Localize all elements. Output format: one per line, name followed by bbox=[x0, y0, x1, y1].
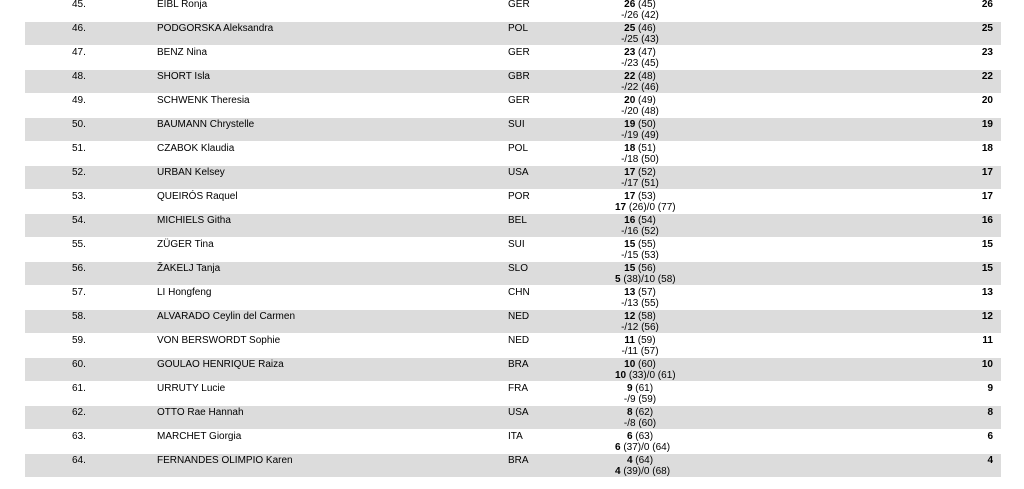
nation-code: USA bbox=[508, 167, 529, 178]
total-points: 26 bbox=[981, 0, 993, 10]
nation-code: GER bbox=[508, 0, 530, 10]
nation-code: FRA bbox=[508, 383, 528, 394]
event-points: 9 (61) bbox=[626, 383, 654, 394]
event-points: 20 (49) bbox=[624, 95, 656, 106]
event-points: 17 (53) bbox=[624, 191, 656, 202]
event-points: 19 (50) bbox=[624, 119, 656, 130]
points-breakdown bbox=[615, 71, 665, 93]
rank-cell: 63. bbox=[72, 431, 86, 442]
table-row bbox=[25, 358, 1001, 382]
points-breakdown bbox=[615, 215, 665, 237]
athlete-name: MARCHET Giorgia bbox=[157, 431, 242, 442]
event-points: 13 (57) bbox=[624, 287, 656, 298]
sub-points: -/25 (43) bbox=[621, 34, 659, 45]
rank-cell: 55. bbox=[72, 239, 86, 250]
sub-points: -/12 (56) bbox=[621, 322, 659, 333]
event-points: 25 (46) bbox=[624, 23, 656, 34]
rank-cell: 64. bbox=[72, 455, 86, 466]
points-breakdown bbox=[615, 359, 676, 381]
table-row bbox=[25, 238, 1001, 262]
points-breakdown bbox=[615, 167, 665, 189]
sub-points: -/13 (55) bbox=[621, 298, 659, 309]
sub-points: 6 (37)/0 (64) bbox=[615, 442, 671, 453]
sub-points: 17 (26)/0 (77) bbox=[615, 202, 676, 213]
table-row bbox=[25, 262, 1001, 286]
rank-cell: 62. bbox=[72, 407, 86, 418]
table-row bbox=[25, 142, 1001, 166]
event-points: 23 (47) bbox=[624, 47, 656, 58]
table-row bbox=[25, 454, 1001, 478]
athlete-name: SHORT Isla bbox=[157, 71, 210, 82]
nation-code: NED bbox=[508, 311, 530, 322]
rank-cell: 61. bbox=[72, 383, 86, 394]
total-points: 13 bbox=[981, 287, 993, 298]
sub-points: -/17 (51) bbox=[621, 178, 659, 189]
points-breakdown bbox=[615, 287, 665, 309]
athlete-name: CZABOK Klaudia bbox=[157, 143, 235, 154]
athlete-name: VON BERSWORDT Sophie bbox=[157, 335, 281, 346]
total-points: 22 bbox=[981, 71, 993, 82]
sub-points: 5 (38)/10 (58) bbox=[615, 274, 676, 285]
sub-points: -/11 (57) bbox=[621, 346, 659, 357]
athlete-name: SCHWENK Theresia bbox=[157, 95, 250, 106]
sub-points: -/16 (52) bbox=[621, 226, 659, 237]
table-row bbox=[25, 70, 1001, 94]
event-points: 15 (56) bbox=[624, 263, 656, 274]
total-points: 23 bbox=[981, 47, 993, 58]
athlete-name: GOULAO HENRIQUE Raiza bbox=[157, 359, 284, 370]
sub-points: 4 (39)/0 (68) bbox=[615, 466, 671, 477]
points-breakdown bbox=[615, 239, 665, 261]
table-row bbox=[25, 46, 1001, 70]
nation-code: USA bbox=[508, 407, 529, 418]
athlete-name: MICHIELS Githa bbox=[157, 215, 231, 226]
table-row bbox=[25, 166, 1001, 190]
athlete-name: URRUTY Lucie bbox=[157, 383, 226, 394]
points-breakdown bbox=[615, 407, 665, 429]
sub-points: -/9 (59) bbox=[623, 394, 657, 405]
total-points: 16 bbox=[981, 215, 993, 226]
points-breakdown bbox=[615, 263, 676, 285]
total-points: 20 bbox=[981, 95, 993, 106]
table-row bbox=[25, 214, 1001, 238]
event-points: 17 (52) bbox=[624, 167, 656, 178]
rank-cell: 50. bbox=[72, 119, 86, 130]
sub-points: -/18 (50) bbox=[621, 154, 659, 165]
athlete-name: ALVARADO Ceylin del Carmen bbox=[157, 311, 296, 322]
nation-code: SUI bbox=[508, 239, 525, 250]
nation-code: POL bbox=[508, 23, 529, 34]
table-row bbox=[25, 382, 1001, 406]
points-breakdown bbox=[615, 335, 665, 357]
total-points: 25 bbox=[981, 23, 993, 34]
event-points: 12 (58) bbox=[624, 311, 656, 322]
table-row bbox=[25, 334, 1001, 358]
rank-cell: 51. bbox=[72, 143, 86, 154]
points-breakdown bbox=[615, 95, 665, 117]
event-points: 22 (48) bbox=[624, 71, 656, 82]
rank-cell: 56. bbox=[72, 263, 86, 274]
points-breakdown bbox=[615, 0, 665, 21]
nation-code: SLO bbox=[508, 263, 529, 274]
rank-cell: 59. bbox=[72, 335, 86, 346]
total-points: 15 bbox=[981, 263, 993, 274]
total-points: 8 bbox=[987, 407, 993, 418]
rank-cell: 52. bbox=[72, 167, 86, 178]
table-row bbox=[25, 310, 1001, 334]
sub-points: -/26 (42) bbox=[621, 10, 659, 21]
table-row bbox=[25, 22, 1001, 46]
athlete-name: OTTO Rae Hannah bbox=[157, 407, 244, 418]
nation-code: CHN bbox=[508, 287, 530, 298]
event-points: 10 (60) bbox=[624, 359, 656, 370]
table-row bbox=[25, 406, 1001, 430]
total-points: 6 bbox=[987, 431, 993, 442]
event-points: 8 (62) bbox=[626, 407, 654, 418]
points-breakdown bbox=[615, 119, 665, 141]
total-points: 12 bbox=[981, 311, 993, 322]
rank-cell: 49. bbox=[72, 95, 86, 106]
points-breakdown bbox=[615, 431, 671, 453]
rank-cell: 54. bbox=[72, 215, 86, 226]
nation-code: BRA bbox=[508, 455, 529, 466]
total-points: 9 bbox=[987, 383, 993, 394]
nation-code: SUI bbox=[508, 119, 525, 130]
rank-cell: 60. bbox=[72, 359, 86, 370]
sub-points: -/19 (49) bbox=[621, 130, 659, 141]
athlete-name: ZÜGER Tina bbox=[157, 239, 214, 250]
athlete-name: FERNANDES OLIMPIO Karen bbox=[157, 455, 293, 466]
event-points: 26 (45) bbox=[624, 0, 656, 10]
nation-code: POL bbox=[508, 143, 529, 154]
points-breakdown bbox=[615, 191, 676, 213]
nation-code: ITA bbox=[508, 431, 523, 442]
nation-code: BRA bbox=[508, 359, 529, 370]
total-points: 17 bbox=[981, 167, 993, 178]
total-points: 18 bbox=[981, 143, 993, 154]
sub-points: -/23 (45) bbox=[621, 58, 659, 69]
nation-code: POR bbox=[508, 191, 530, 202]
event-points: 6 (63) bbox=[626, 431, 654, 442]
athlete-name: EIBL Ronja bbox=[157, 0, 208, 10]
points-breakdown bbox=[615, 383, 665, 405]
athlete-name: URBAN Kelsey bbox=[157, 167, 225, 178]
table-row bbox=[25, 430, 1001, 454]
points-breakdown bbox=[615, 311, 665, 333]
total-points: 10 bbox=[981, 359, 993, 370]
table-row bbox=[25, 286, 1001, 310]
sub-points: -/22 (46) bbox=[621, 82, 659, 93]
rank-cell: 58. bbox=[72, 311, 86, 322]
rank-cell: 57. bbox=[72, 287, 86, 298]
athlete-name: LI Hongfeng bbox=[157, 287, 212, 298]
table-row bbox=[25, 94, 1001, 118]
total-points: 17 bbox=[981, 191, 993, 202]
nation-code: BEL bbox=[508, 215, 527, 226]
athlete-name: ŽAKELJ Tanja bbox=[157, 263, 221, 274]
total-points: 15 bbox=[981, 239, 993, 250]
points-breakdown bbox=[615, 47, 665, 69]
rank-cell: 53. bbox=[72, 191, 86, 202]
table-row bbox=[25, 190, 1001, 214]
nation-code: NED bbox=[508, 335, 530, 346]
event-points: 16 (54) bbox=[624, 215, 656, 226]
event-points: 15 (55) bbox=[624, 239, 656, 250]
sub-points: -/8 (60) bbox=[623, 418, 657, 429]
event-points: 18 (51) bbox=[624, 143, 656, 154]
nation-code: GER bbox=[508, 47, 530, 58]
sub-points: -/15 (53) bbox=[621, 250, 659, 261]
points-breakdown bbox=[615, 455, 671, 477]
sub-points: -/20 (48) bbox=[621, 106, 659, 117]
total-points: 11 bbox=[982, 335, 993, 346]
table-row bbox=[25, 118, 1001, 142]
sub-points: 10 (33)/0 (61) bbox=[615, 370, 676, 381]
nation-code: GER bbox=[508, 95, 530, 106]
rank-cell: 48. bbox=[72, 71, 86, 82]
points-breakdown bbox=[615, 143, 665, 165]
event-points: 11 (59) bbox=[624, 335, 656, 346]
nation-code: GBR bbox=[508, 71, 530, 82]
rank-cell: 47. bbox=[72, 47, 86, 58]
total-points: 19 bbox=[981, 119, 993, 130]
total-points: 4 bbox=[987, 455, 993, 466]
athlete-name: BENZ Nina bbox=[157, 47, 208, 58]
event-points: 4 (64) bbox=[626, 455, 654, 466]
points-breakdown bbox=[615, 23, 665, 45]
athlete-name: BAUMANN Chrystelle bbox=[157, 119, 255, 130]
rank-cell: 45. bbox=[72, 0, 86, 10]
athlete-name: PODGORSKA Aleksandra bbox=[157, 23, 274, 34]
table-row bbox=[25, 0, 1001, 22]
athlete-name: QUEIRÓS Raquel bbox=[157, 191, 238, 202]
rank-cell: 46. bbox=[72, 23, 86, 34]
